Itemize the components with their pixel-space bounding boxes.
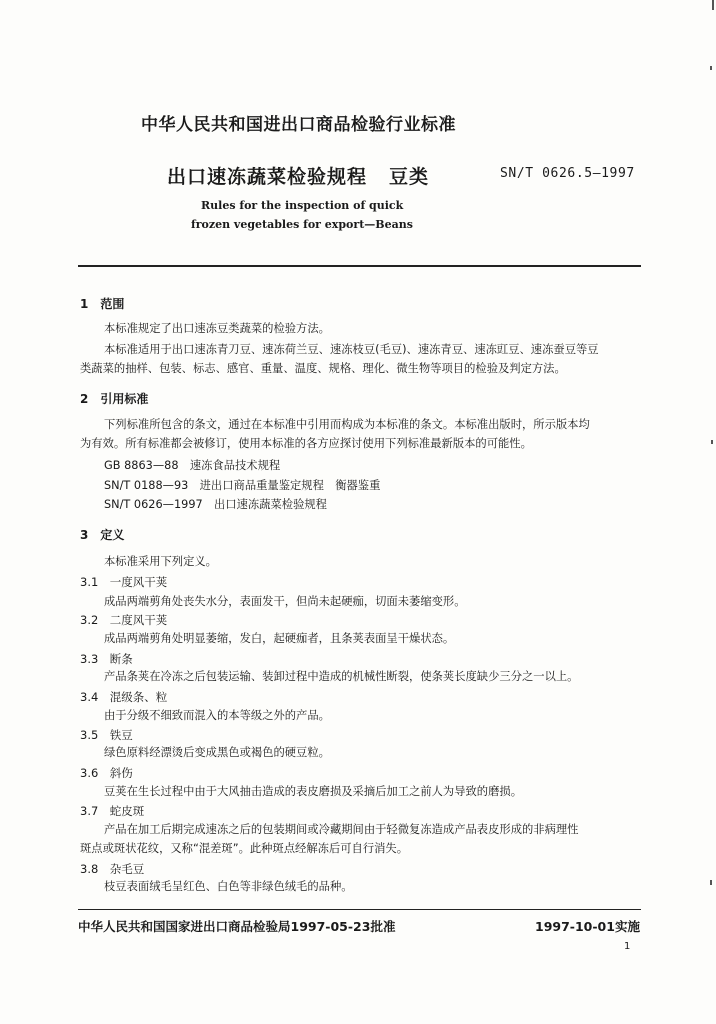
definition-term: 3.2 二度风干荚 <box>80 613 168 627</box>
reference-standard: GB 8863—88 速冻食品技术规程 <box>104 459 281 472</box>
section-1-paragraph-2-line-1: 本标准适用于出口速冻青刀豆、速冻荷兰豆、速冻枝豆(毛豆)、速冻青豆、速冻豇豆、速冻蚕豆等豆 <box>104 343 599 356</box>
english-title-line-1: Rules for the inspection of quick <box>201 199 404 212</box>
title-main: 出口速冻蔬菜检验规程 <box>167 166 368 188</box>
industry-standard-header: 中华人民共和国进出口商品检验行业标准 <box>141 115 456 135</box>
definition-text: 枝豆表面绒毛呈红色、白色等非绿色绒毛的品种。 <box>104 880 353 893</box>
definition-term: 3.5 铁豆 <box>80 728 133 742</box>
implementation-date: 1997-10-01实施 <box>535 919 640 934</box>
definition-term: 3.7 蛇皮斑 <box>80 804 145 818</box>
approval-line: 中华人民共和国国家进出口商品检验局1997-05-23批准 <box>78 919 396 934</box>
document-title <box>167 162 429 189</box>
definition-text-line-2: 斑点或斑状花纹，又称“混差斑”。此种斑点经解冻后可自行消失。 <box>80 842 409 855</box>
standard-number: SN/T 0626.5—1997 <box>500 166 635 181</box>
section-2-heading: 2 引用标准 <box>80 392 149 406</box>
reference-standard: SN/T 0626—1997 出口速冻蔬菜检验规程 <box>104 498 327 511</box>
definition-term: 3.1 一度风干荚 <box>80 575 168 589</box>
scan-speck <box>710 66 712 70</box>
section-1-paragraph-1: 本标准规定了出口速冻豆类蔬菜的检验方法。 <box>104 322 330 335</box>
definition-term: 3.3 断条 <box>80 652 133 666</box>
definition-term: 3.8 杂毛豆 <box>80 862 145 876</box>
section-1-paragraph-2-line-2: 类蔬菜的抽样、包装、标志、感官、重量、温度、规格、理化、微生物等项目的检验及判定方法。 <box>80 362 566 375</box>
section-1-heading: 1 范围 <box>80 297 125 311</box>
header-divider <box>78 265 641 267</box>
section-2-paragraph-line-2: 为有效。所有标准都会被修订，使用本标准的各方应探讨使用下列标准最新版本的可能性。 <box>80 437 532 450</box>
footer-divider <box>78 909 641 910</box>
definition-text: 绿色原料经漂烫后变成黑色或褐色的硬豆粒。 <box>104 746 330 759</box>
definition-term: 3.6 斜伤 <box>80 766 133 780</box>
definition-text: 成品两端剪角处明显萎缩，发白，起硬痂者，且条荚表面呈干燥状态。 <box>104 632 455 645</box>
scan-speck <box>712 0 714 10</box>
section-3-heading: 3 定义 <box>80 528 125 542</box>
definition-text: 产品条荚在冷冻之后包装运输、装卸过程中造成的机械性断裂，使条荚长度缺少三分之一以上。 <box>104 670 579 683</box>
scan-speck <box>711 440 713 444</box>
section-3-intro: 本标准采用下列定义。 <box>104 555 217 568</box>
definition-text: 豆荚在生长过程中由于大风抽击造成的表皮磨损及采摘后加工之前人为导致的磨损。 <box>104 785 522 798</box>
english-title-line-2: frozen vegetables for export—Beans <box>191 218 413 231</box>
page-number: 1 <box>624 941 631 952</box>
title-sub: 豆类 <box>389 166 430 188</box>
reference-standard: SN/T 0188—93 进出口商品重量鉴定规程 衡器鉴重 <box>104 479 381 492</box>
section-2-paragraph-line-1: 下列标准所包含的条文，通过在本标准中引用而构成为本标准的条文。本标准出版时，所示版本均 <box>104 418 590 431</box>
scan-speck <box>710 880 712 885</box>
definition-term: 3.4 混级条、粒 <box>80 690 168 704</box>
definition-text-line-1: 产品在加工后期完成速冻之后的包装期间或冷藏期间由于轻微复冻造成产品表皮形成的非病理性 <box>104 823 579 836</box>
definition-text: 成品两端剪角处丧失水分，表面发干，但尚未起硬痂，切面未萎缩变形。 <box>104 595 466 608</box>
definition-text: 由于分级不细致而混入的本等级之外的产品。 <box>104 709 330 722</box>
